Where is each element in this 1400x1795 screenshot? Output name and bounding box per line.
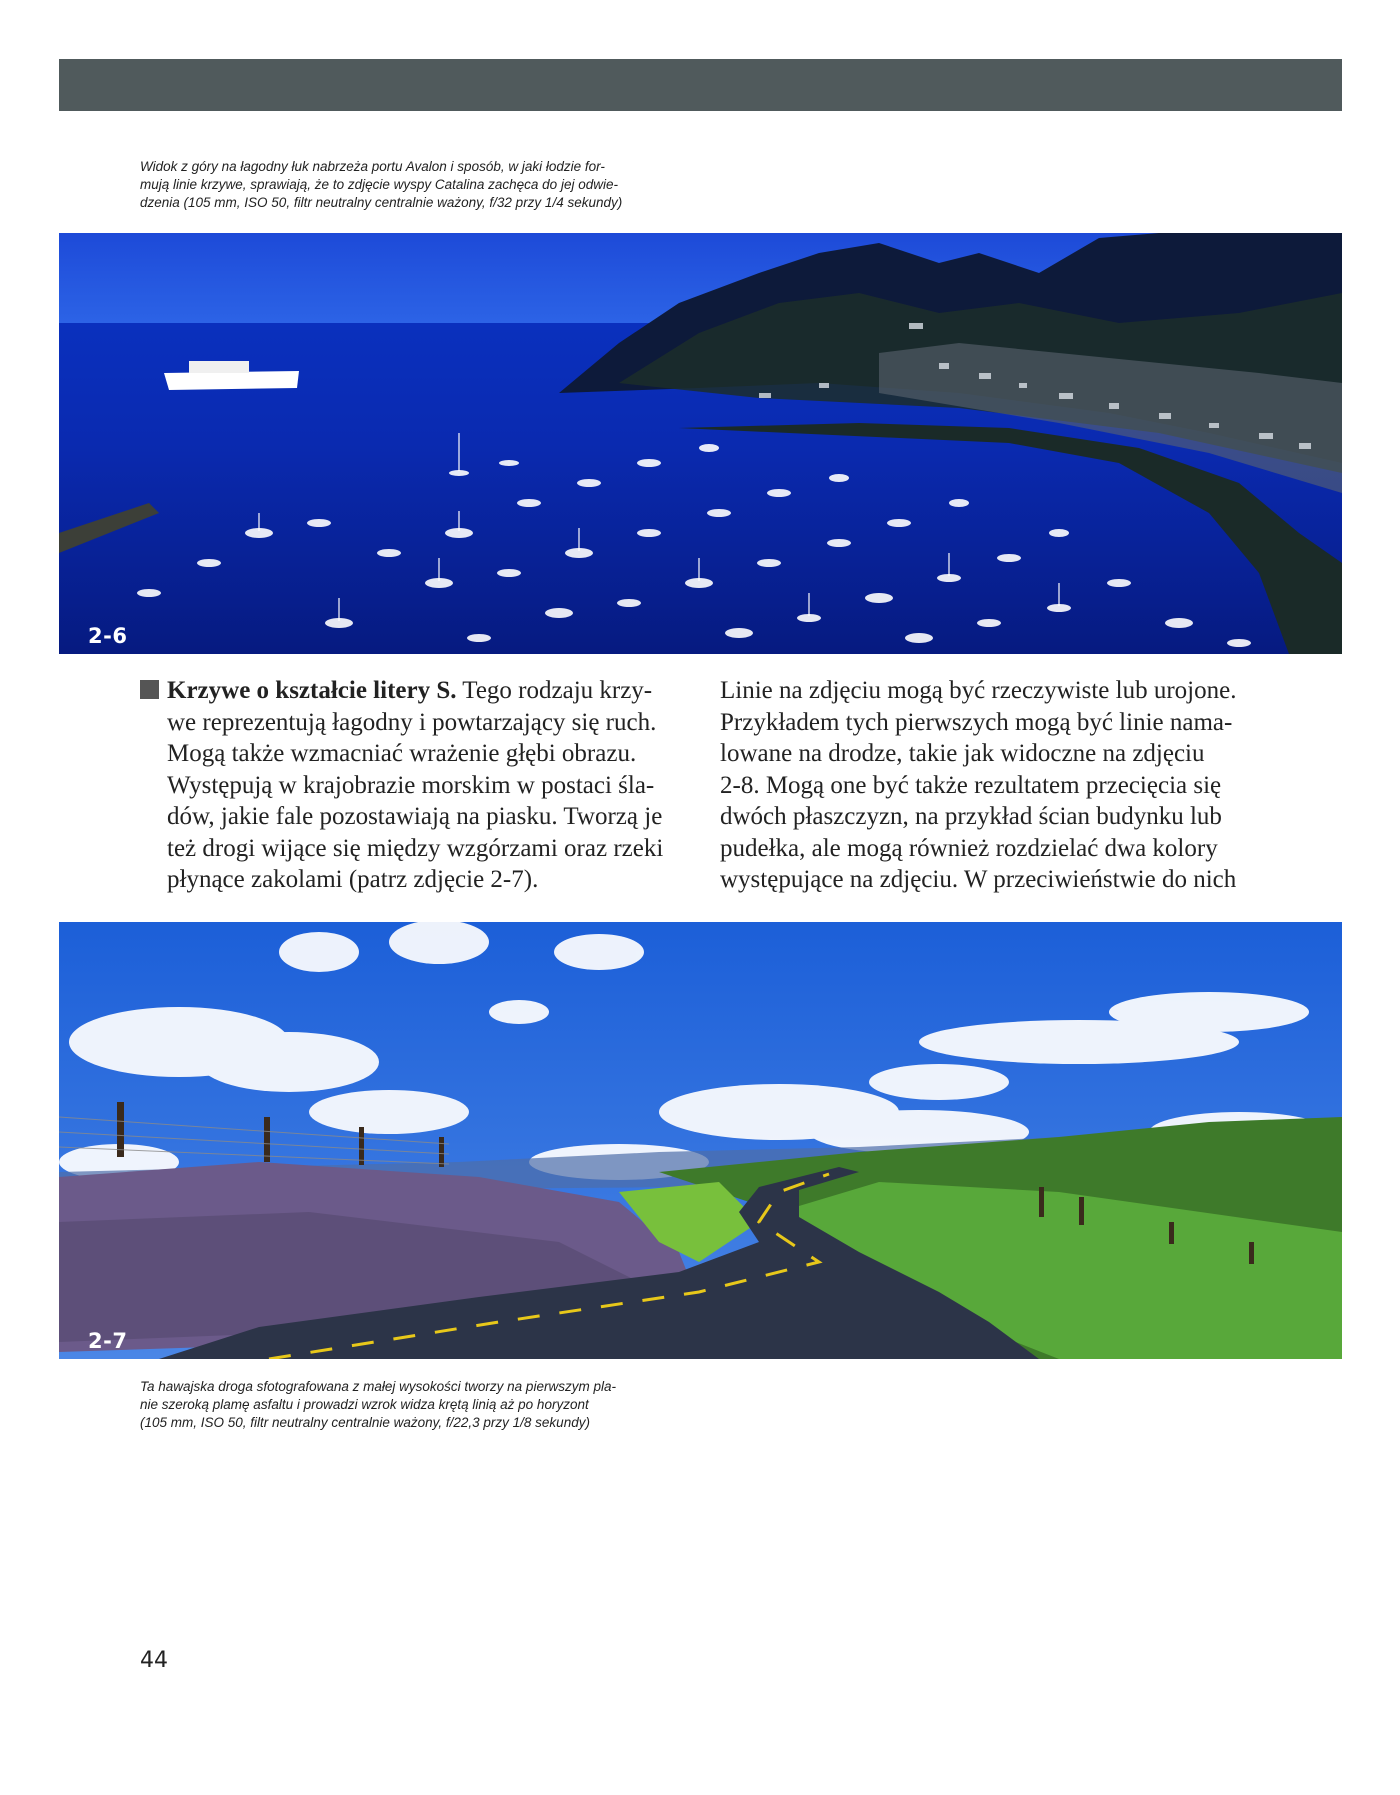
- body-line: Linie na zdjęciu mogą być rzeczywiste lub urojone.: [720, 677, 1237, 704]
- body-line: dwóch płaszczyzn, na przykład ścian budynku lub: [720, 803, 1222, 830]
- body-line: 2-8. Mogą one być także rezultatem przecięcia się: [720, 771, 1222, 799]
- body-line: Występują w krajobrazie morskim w postaci śla-: [167, 771, 655, 799]
- caption-line: (105 mm, ISO 50, filtr neutralny centralnie ważony, f/22,3 przy 1/8 sekundy): [140, 1415, 590, 1430]
- bullet-square-icon: [140, 680, 159, 699]
- body-line: też drogi wijące się między wzgórzami oraz rzeki: [167, 834, 664, 862]
- caption-line: Ta hawajska droga sfotografowana z małej wysokości tworzy na pierwszym pla-: [140, 1379, 616, 1394]
- page-number: 44: [140, 1648, 168, 1673]
- harbor-photo: [59, 233, 1342, 654]
- body-line: Przykładem tych pierwszych mogą być linie nama-: [720, 708, 1233, 736]
- figure-caption-bottom: [140, 1378, 700, 1432]
- body-line: dów, jakie fale pozostawiają na piasku. Tworzą je: [167, 803, 663, 830]
- road-photo: [59, 922, 1342, 1359]
- body-line: we reprezentują łagodny i powtarzający się ruch.: [167, 708, 657, 736]
- figure-label: 2-7: [88, 1329, 128, 1353]
- caption-line: Widok z góry na łagodny łuk nabrzeża portu Avalon i sposób, w jaki łodzie for-: [140, 159, 605, 174]
- left-column: [140, 675, 663, 896]
- body-line: lowane na drodze, takie jak widoczne na zdjęciu: [720, 740, 1205, 767]
- caption-line: nie szeroką plamę asfaltu i prowadzi wzrok widza krętą linią aż po horyzont: [140, 1397, 589, 1412]
- body-line: Mogą także wzmacniać wrażenie głębi obrazu.: [167, 740, 637, 767]
- bullet-heading: Krzywe o kształcie litery S.: [167, 677, 457, 704]
- header-bar: [59, 59, 1342, 111]
- body-line: występujące na zdjęciu. W przeciwieństwie do nich: [720, 866, 1237, 893]
- body-text: Tego rodzaju krzy-: [456, 677, 653, 704]
- figure-caption-top: [140, 158, 700, 212]
- figure-label: 2-6: [88, 624, 128, 648]
- bullet-first-line: [140, 675, 663, 707]
- body-line: płynące zakolami (patrz zdjęcie 2-7).: [167, 866, 539, 893]
- caption-line: dzenia (105 mm, ISO 50, filtr neutralny centralnie ważony, f/32 przy 1/4 sekundy): [140, 195, 623, 210]
- body-line: pudełka, ale mogą również rozdzielać dwa kolory: [720, 834, 1218, 862]
- right-column: [720, 675, 1236, 896]
- caption-line: mują linie krzywe, sprawiają, że to zdjęcie wyspy Catalina zachęca do jej odwie-: [140, 177, 618, 192]
